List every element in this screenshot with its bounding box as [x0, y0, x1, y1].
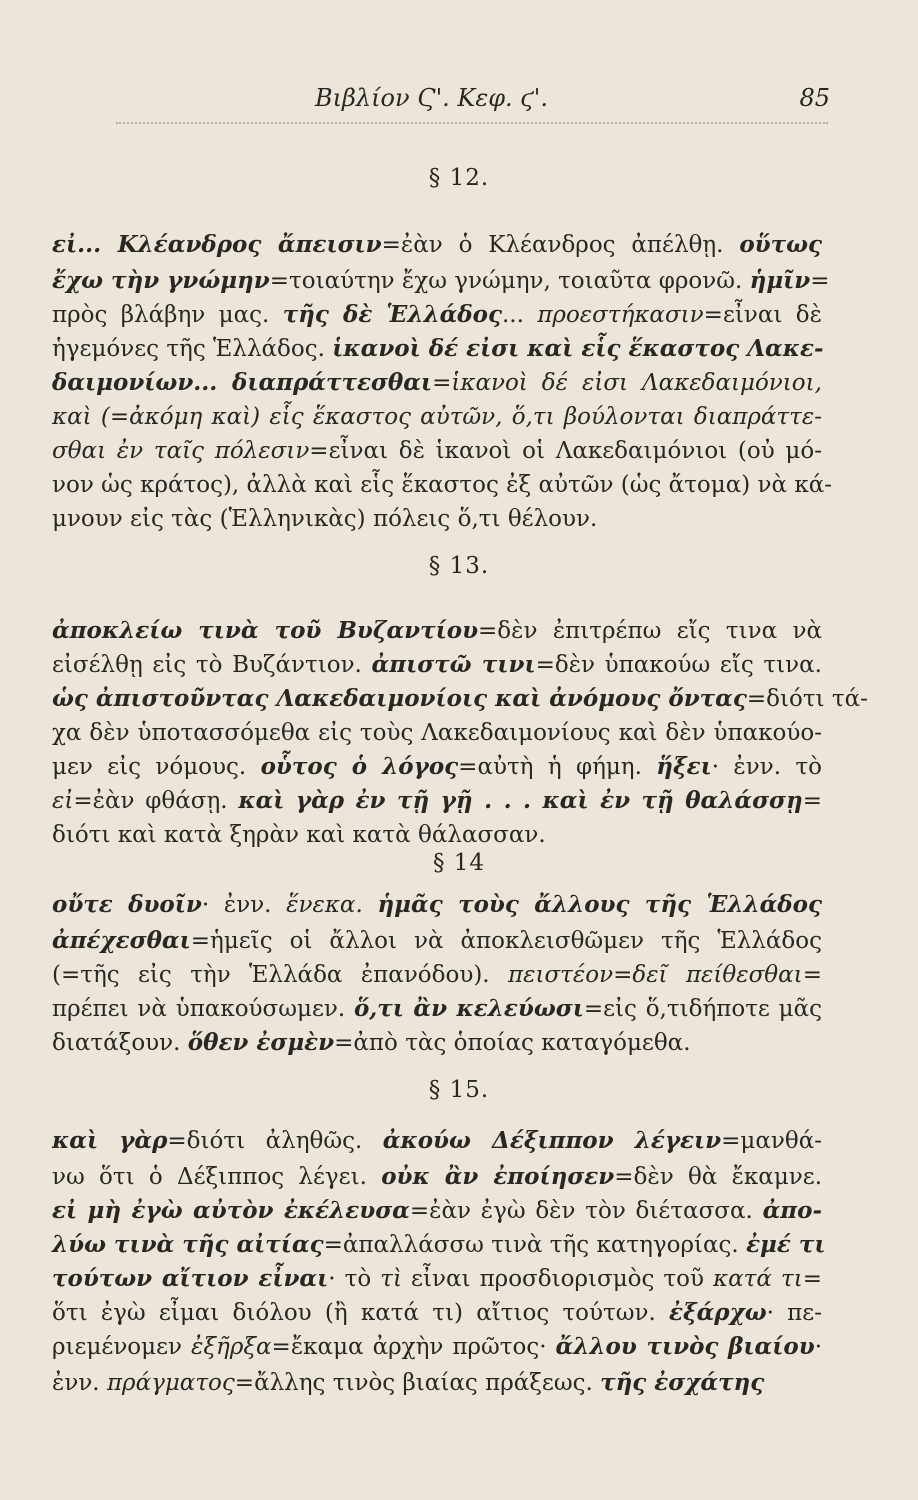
- gloss-text: πειστέον: [508, 962, 614, 988]
- page-number: 85: [799, 84, 830, 112]
- text-line: [52, 264, 830, 298]
- gloss-term: τῆς ἐσχάτης: [600, 1369, 765, 1396]
- gloss-text: =: [802, 1266, 822, 1292]
- gloss-text: νω ὅτι ὁ Δέξιππος λέγει.: [52, 1164, 382, 1190]
- gloss-text: διατάξουν.: [52, 1030, 188, 1056]
- text-line: [52, 682, 868, 716]
- gloss-term: ἱκανοὶ δέ εἰσι καὶ εἷς ἕκαστος Λακε-: [332, 335, 824, 362]
- text-line: [52, 468, 833, 502]
- gloss-text: ἡγεμόνες τῆς Ἑλλάδος.: [52, 336, 333, 362]
- gloss-text: =: [613, 962, 633, 988]
- gloss-term: καὶ γὰρ ἐν τῇ γῇ . . . καὶ ἐν τῇ θαλάσσῃ: [238, 787, 803, 814]
- text-line: [52, 1160, 822, 1194]
- gloss-text: πρέπει νὰ ὑπακούσωμεν.: [52, 996, 354, 1022]
- gloss-text: =ἐὰν ὁ Κλέανδρος ἀπέλθῃ.: [381, 232, 740, 258]
- gloss-text: =δὲν θὰ ἔκαμνε.: [614, 1164, 823, 1190]
- text-line: [52, 784, 822, 818]
- gloss-term: οὕτως: [739, 231, 822, 258]
- gloss-term: ὡς ἀπιστοῦντας Λακεδαιμονίοις καὶ ἀνόμους ὄντας: [52, 685, 747, 712]
- text-line: [52, 818, 822, 852]
- gloss-term: οὐκ ἂν ἐποίησεν: [381, 1163, 615, 1190]
- gloss-text: εἰ: [52, 788, 74, 814]
- gloss-text: νον ὡς κράτος), ἀλλὰ καὶ εἷς ἕκαστος ἐξ αὐτῶν (ὡς ἄτομα) νὰ κά-: [52, 472, 833, 498]
- section-mark: § 15.: [428, 1077, 490, 1103]
- gloss-text: (=τῆς εἰς τὴν Ἑλλάδα ἐπανόδου).: [52, 962, 508, 988]
- gloss-term: λύω τινὰ τῆς αἰτίας: [52, 1231, 324, 1258]
- gloss-text: ἱκανοὶ δέ εἰσι Λακεδαιμόνιοι,: [451, 370, 822, 396]
- gloss-text: · ἐνν.: [201, 892, 287, 918]
- page-header: [60, 82, 830, 122]
- gloss-text: τὶ: [380, 1266, 402, 1292]
- text-line: [52, 924, 822, 958]
- gloss-text: =ἀπαλλάσσω τινὰ τῆς κατηγορίας.: [323, 1232, 747, 1258]
- gloss-term: ἔχω τὴν γνώμην: [52, 267, 270, 294]
- gloss-text: εἰσέλθῃ εἰς τὸ Βυζάντιον.: [52, 652, 372, 678]
- gloss-text: =ἀπὸ τὰς ὁποίας καταγόμεθα.: [334, 1030, 691, 1056]
- text-line: [52, 366, 822, 400]
- text-line: [52, 332, 822, 366]
- gloss-text: δεῖ πείθεσθαι: [632, 962, 803, 988]
- gloss-text: ...: [501, 302, 538, 328]
- gloss-text: =μανθά-: [721, 1128, 823, 1154]
- text-line: [52, 228, 822, 262]
- gloss-term: δαιμονίων... διαπράττεσθαι: [52, 369, 433, 396]
- text-line: [52, 1124, 822, 1158]
- gloss-term: ἐξάρχω: [669, 1299, 767, 1326]
- gloss-text: =δὲν ὑπακούω εἴς τινα.: [535, 652, 822, 678]
- section-mark: § 13.: [428, 553, 490, 579]
- text-line: [52, 1366, 822, 1400]
- gloss-text: πράγματος: [106, 1370, 235, 1396]
- text-line: [52, 1228, 826, 1262]
- text-line: [52, 1262, 822, 1296]
- gloss-text: =εἶναι δὲ: [703, 302, 822, 328]
- gloss-term: ἡμᾶς τοὺς ἄλλους τῆς Ἑλλάδος: [377, 891, 822, 918]
- gloss-text: =τοιαύτην ἔχω γνώμην, τοιαῦτα φρονῶ.: [269, 268, 750, 294]
- text-line: [52, 648, 822, 682]
- gloss-text: μνουν εἰς τὰς (Ἑλληνικὰς) πόλεις ὅ,τι θέλουν.: [52, 506, 598, 532]
- gloss-text: χα δὲν ὑποτασσόμεθα εἰς τοὺς Λακεδαιμονίους καὶ δὲν ὑπακούο-: [52, 720, 822, 746]
- text-line: [52, 958, 822, 992]
- gloss-term: ἀπιστῶ τινι: [371, 651, 536, 678]
- gloss-text: ἐξῆρξα: [191, 1334, 272, 1360]
- gloss-text: =αὐτὴ ἡ φήμη.: [458, 754, 657, 780]
- gloss-text: ριεμένομεν: [52, 1334, 192, 1360]
- gloss-text: =δὲν ἐπιτρέπω εἴς τινα νὰ: [478, 618, 822, 644]
- gloss-text: ·: [814, 1334, 822, 1360]
- text-line: [52, 614, 822, 648]
- gloss-text: =ἐὰν φθάσῃ.: [73, 788, 239, 814]
- gloss-text: =διότι τά-: [746, 686, 868, 712]
- gloss-text: εἶναι προσδιορισμὸς τοῦ: [402, 1266, 714, 1292]
- text-line: [52, 1026, 822, 1060]
- gloss-text: καὶ (=ἀκόμη καὶ) εἷς ἕκαστος αὐτῶν, ὅ,τι βούλονται διαπράττε-: [52, 404, 822, 430]
- gloss-term: ἀκούω Δέξιππον λέγειν: [382, 1127, 722, 1154]
- gloss-term: ἥξει: [656, 753, 712, 780]
- gloss-text: · ἐνν. τὸ: [711, 754, 822, 780]
- gloss-text: πρὸς βλάβην μας.: [52, 302, 283, 328]
- gloss-text: =ἡμεῖς οἱ ἄλλοι νὰ ἀποκλεισθῶμεν τῆς Ἑλλάδος: [190, 928, 822, 954]
- gloss-text: =ἄλλης τινὸς βιαίας πράξεως.: [234, 1370, 601, 1396]
- text-line: [52, 1194, 822, 1228]
- text-line: [52, 1330, 822, 1364]
- gloss-text: [363, 892, 378, 918]
- text-line: [52, 298, 822, 332]
- gloss-text: κατά τι: [713, 1266, 803, 1292]
- gloss-text: ὅτι ἐγὼ εἶμαι διόλου (ἢ κατά τι) αἴτιος τούτων.: [52, 1300, 669, 1326]
- text-line: [52, 400, 822, 434]
- gloss-term: ἡμῖν: [749, 267, 811, 294]
- gloss-term: τούτων αἴτιον εἶναι: [52, 1265, 329, 1292]
- gloss-text: =ἔκαμα ἀρχὴν πρῶτος·: [271, 1334, 556, 1360]
- gloss-text: ἕνεκα.: [286, 892, 363, 918]
- header-rule: [116, 122, 828, 124]
- running-title: Βιβλίον Ϛ'. Κεφ. ϛ'.: [315, 84, 548, 112]
- text-line: [52, 502, 822, 536]
- gloss-term: εἰ μὴ ἐγὼ αὐτὸν ἐκέλευσα: [52, 1197, 410, 1224]
- gloss-term: ἄλλου τινὸς βιαίου: [555, 1333, 815, 1360]
- gloss-text: · πε-: [766, 1300, 822, 1326]
- gloss-text: =ἐὰν ἐγὼ δὲν τὸν διέτασσα.: [409, 1198, 763, 1224]
- gloss-term: τῆς δὲ Ἑλλάδος: [282, 301, 502, 328]
- gloss-text: ἐνν.: [52, 1370, 107, 1396]
- gloss-text: · τὸ: [328, 1266, 381, 1292]
- gloss-text: =: [802, 788, 822, 814]
- gloss-text: προεστήκασιν: [537, 302, 704, 328]
- text-line: [52, 1296, 822, 1330]
- gloss-text: =εἶναι δὲ ἱκανοὶ οἱ Λακεδαιμόνιοι (οὐ μό-: [309, 438, 822, 464]
- gloss-term: ἐμέ τι: [746, 1231, 826, 1258]
- gloss-text: =εἰς ὅ,τιδήποτε μᾶς: [583, 996, 822, 1022]
- gloss-term: ἀπέχεσθαι: [52, 927, 191, 954]
- gloss-term: οὔτε δυοῖν: [52, 891, 202, 918]
- text-line: [52, 716, 822, 750]
- gloss-text: σθαι ἐν ταῖς πόλεσιν: [52, 438, 310, 464]
- gloss-term: ὅ,τι ἂν κελεύωσι: [353, 995, 584, 1022]
- gloss-term: ἀποκλείω τινὰ τοῦ Βυζαντίου: [52, 617, 479, 644]
- gloss-term: καὶ γὰρ: [52, 1127, 168, 1154]
- gloss-text: μεν εἰς νόμους.: [52, 754, 261, 780]
- gloss-term: ἀπο-: [762, 1197, 823, 1224]
- gloss-term: εἰ... Κλέανδρος ἄπεισιν: [52, 231, 382, 258]
- text-line: [52, 750, 822, 784]
- text-line: [52, 992, 822, 1026]
- gloss-text: =διότι ἀληθῶς.: [167, 1128, 383, 1154]
- gloss-term: οὗτος ὁ λόγος: [260, 753, 459, 780]
- section-mark: § 12.: [428, 165, 490, 191]
- gloss-term: ὅθεν ἐσμὲν: [187, 1029, 335, 1056]
- text-line: [52, 434, 822, 468]
- gloss-text: =: [810, 268, 830, 294]
- gloss-text: διότι καὶ κατὰ ξηρὰν καὶ κατὰ θάλασσαν.: [52, 822, 546, 848]
- gloss-text: =: [432, 370, 452, 396]
- text-line: [52, 888, 822, 922]
- section-mark: § 14: [432, 850, 486, 876]
- gloss-text: =: [802, 962, 822, 988]
